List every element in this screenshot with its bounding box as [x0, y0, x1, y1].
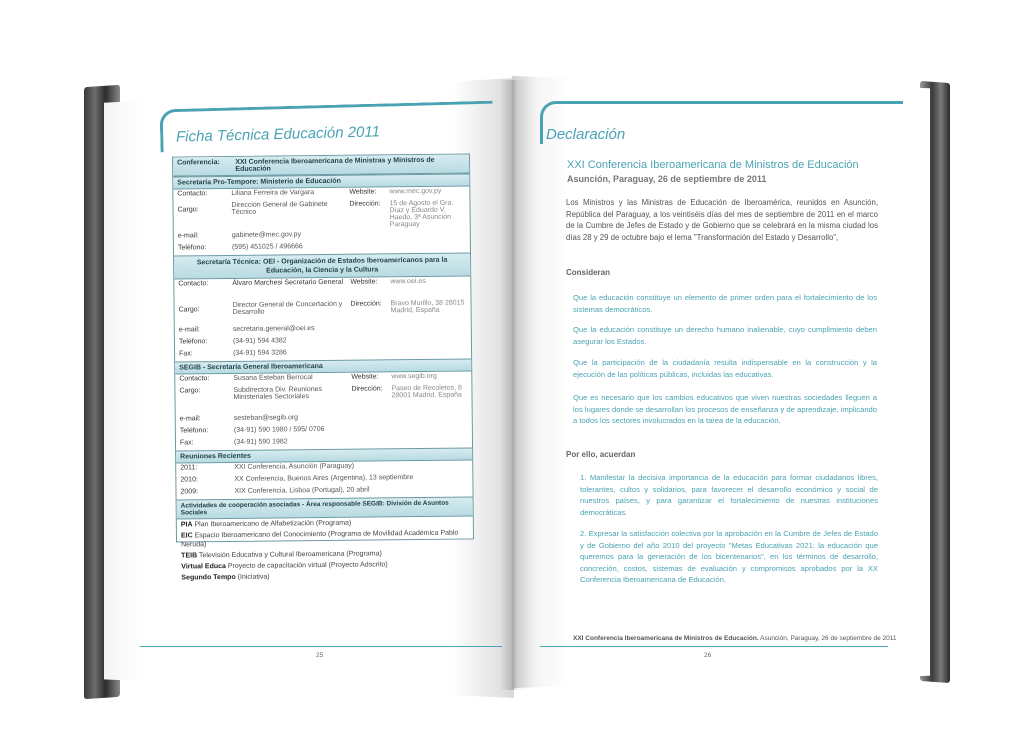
cargo-value: Director General de Concertación y Desarrollo	[232, 300, 343, 316]
table-row	[173, 198, 469, 231]
actividades-header: Actividades de cooperación asociadas - Área responsable SEGIB: División de Asuntos Sociales	[177, 496, 473, 519]
right-footer	[573, 635, 896, 642]
contact-value: Liliana Ferreira de Vargara	[231, 189, 315, 197]
meeting-text: XIX Conferencia, Lisboa (Portugal), 20 abril	[234, 486, 370, 495]
email-value: sesteban@segib.org	[233, 414, 299, 422]
left-section-title: Ficha Técnica Educación 2011	[175, 123, 381, 146]
acuerdan-item: 1. Manifestar la decisiva importancia de la educación para formar ciudadanos libres, tolerantes, cultos y solidarios, para favorecer el desarrollo económico y social de nuestros países, y para garantizar el fortalecimiento de nuestras instituciones democráticas.	[580, 473, 878, 517]
cargo-label: Cargo:	[177, 206, 199, 214]
meeting-text: XX Conferencia, Buenos Aires (Argentina), 13 septiembre	[234, 474, 414, 483]
cargo-label: Cargo:	[178, 306, 200, 314]
segib-header: SEGIB - Secretaría General Iberoamericana	[175, 358, 471, 374]
reuniones-header: Reuniones Recientes	[176, 447, 472, 463]
left-footer-rule	[140, 646, 502, 647]
conference-title: XXI Conferencia Iberoamericana de Ministros de Educación	[567, 159, 859, 171]
phone-value: (595) 451025 / 496666	[231, 243, 303, 251]
consideran-item: Que la educación constituye un derecho humano inalienable, cuyo cumplimiento deben asegurar los Estados.	[573, 325, 877, 346]
activity-key: Virtual Educa	[181, 563, 226, 571]
consideran-item: Que la participación de la ciudadanía resulta indispensable en la construcción y la ejecución de las políticas públicas, incluidas las educativas.	[573, 358, 877, 379]
address-value: 15 de Agosto el Gra. Díaz y Eduardo V. Haedo, 3ª Asunción Paraguay	[389, 199, 454, 229]
intro-paragraph: Los Ministros y las Ministras de Educación de Iberoamérica, reunidos en Asunción, República del Paraguay, a los veintiséis días del mes de septiembre de 2011 en el marco de la Cumbre de Jefes de Estado y de Gobierno que se celebrará en la misma ciudad los días 28 y 29 de octubre bajo el lema "Transformación del Estado y Desarrollo",	[566, 198, 878, 242]
cargo-value: Dirección General de Gabinete Técnico	[231, 200, 328, 216]
tecnica-header: Secretaría Técnica: OEI - Organización de Estados Iberoamericanos para la Educación, la Ciencia y la Cultura	[174, 252, 470, 279]
table-row	[174, 276, 470, 301]
fax-label: Fax:	[179, 350, 193, 358]
website-label: Website:	[349, 188, 377, 196]
activity-key: PIA	[180, 521, 193, 529]
conference-subtitle: Asunción, Paraguay, 26 de septiembre de 2011	[567, 174, 767, 184]
address-label: Dirección:	[351, 385, 383, 393]
activity-key: EIC	[180, 532, 193, 540]
fax-label: Fax:	[179, 439, 194, 447]
conference-value: XXI Conferencia Iberoamericana de Ministras y Ministros de Educación	[235, 156, 435, 173]
cargo-label: Cargo:	[179, 387, 201, 395]
pro-tempore-header: Secretaría Pro-Tempore: Ministerio de Educación	[173, 173, 469, 189]
website-label: Website:	[350, 278, 378, 286]
fax-value: (34-91) 590 1982	[233, 438, 288, 446]
address-label: Dirección:	[349, 200, 381, 208]
footer-place-date: Asunción, Paraguay, 26 de septiembre de 2011	[758, 635, 897, 642]
left-page-number: 25	[316, 652, 324, 659]
website-value: www.oei.es	[390, 277, 426, 286]
meeting-text: XXI Conferencia, Asunción (Paraguay)	[234, 462, 355, 471]
website-value: www.mec.gov.py	[389, 187, 442, 196]
phone-label: Teléfono:	[177, 244, 207, 252]
book-gutter	[500, 80, 530, 690]
technical-sheet-table	[172, 153, 474, 582]
activity-text: (Iniciativa)	[237, 573, 270, 581]
activity-text: Proyecto de capacitación virtual (Proyecto Adscrito)	[227, 561, 388, 571]
email-value: secretaria.general@oei.es	[232, 325, 315, 333]
meeting-year: 2011:	[180, 464, 198, 472]
footer-conference: XXI Conferencia Iberoamericana de Ministros de Educación.	[573, 635, 759, 642]
contact-label: Contacto:	[178, 280, 209, 288]
consideran-heading: Consideran	[566, 268, 611, 277]
email-value: gabinete@mec.gov.py	[231, 231, 302, 239]
acuerdan-item: 2. Expresar la satisfacción colectiva por la aprobación en la Cumbre de Jefes de Estado y de Gobierno del año 2010 del proyecto "Metas Educativas 2021: la educación que queremos para la generación de los bicentenarios", en los términos de desarrollo, concreción, costos, sistemas de evaluación y compromisos aprobados por la XX Conferencia Iberoamericana de Educación.	[580, 529, 878, 584]
website-label: Website:	[351, 373, 379, 381]
cargo-value: Subdirectora Div. Reuniones Ministeriales Sectoriales	[233, 386, 323, 401]
phone-label: Teléfono:	[179, 427, 209, 435]
email-label: e-mail:	[177, 232, 199, 240]
contact-value: Susana Esteban Berrocal	[233, 374, 313, 382]
fax-value: (34-91) 594 3286	[233, 349, 287, 357]
conference-label: Conferencia:	[177, 159, 220, 167]
phone-label: Teléfono:	[178, 338, 208, 346]
activity-text: Espacio Iberoamericano del Conocimiento (Programa de Movilidad Académica Pablo Neruda)	[181, 529, 459, 549]
email-label: e-mail:	[179, 415, 201, 423]
table-row	[175, 383, 471, 414]
address-value: Bravo Murillo, 38 28015 Madrid, España	[390, 299, 465, 315]
meeting-year: 2009:	[180, 488, 199, 496]
phone-value: (34-91) 590 1980 / 595/ 0706	[233, 425, 325, 434]
right-footer-rule	[540, 646, 888, 647]
activity-key: Segundo Tempo	[181, 573, 236, 582]
consideran-item: Que la educación constituye un elemento de primer orden para el fortalecimiento de los sistemas democráticos.	[573, 293, 877, 314]
address-label: Dirección:	[350, 300, 382, 308]
right-page-number: 26	[704, 652, 712, 659]
meeting-year: 2010:	[180, 476, 198, 484]
consideran-item: Que es necesario que los cambios educativos que viven nuestras sociedades lleguen a los lugares donde se desarrollan los procesos de enseñanza y de aprendizaje, implicando a todos los sectores involucrados en la tarea de la educación.	[573, 393, 877, 425]
address-value: Paseo de Recoletos, 8 28001 Madrid, España	[391, 384, 462, 400]
contact-value: Álvaro Marchesi Secretario General	[232, 278, 344, 287]
activity-key: TEIB	[181, 552, 198, 560]
activity-text: Plan Iberoamericano de Alfabetización (Programa)	[194, 519, 352, 529]
contact-label: Contacto:	[177, 190, 208, 198]
phone-value: (34-91) 594 4382	[232, 337, 287, 345]
table-row	[175, 298, 471, 325]
activity-text: Televisión Educativa y Cultural Iberoamericana (Programa)	[198, 550, 382, 560]
contact-label: Contacto:	[179, 375, 210, 383]
website-value: www.segib.org	[391, 372, 437, 381]
email-label: e-mail:	[178, 326, 200, 334]
acuerdan-heading: Por ello, acuerdan	[566, 450, 636, 459]
right-section-title: Declaración	[546, 126, 626, 143]
